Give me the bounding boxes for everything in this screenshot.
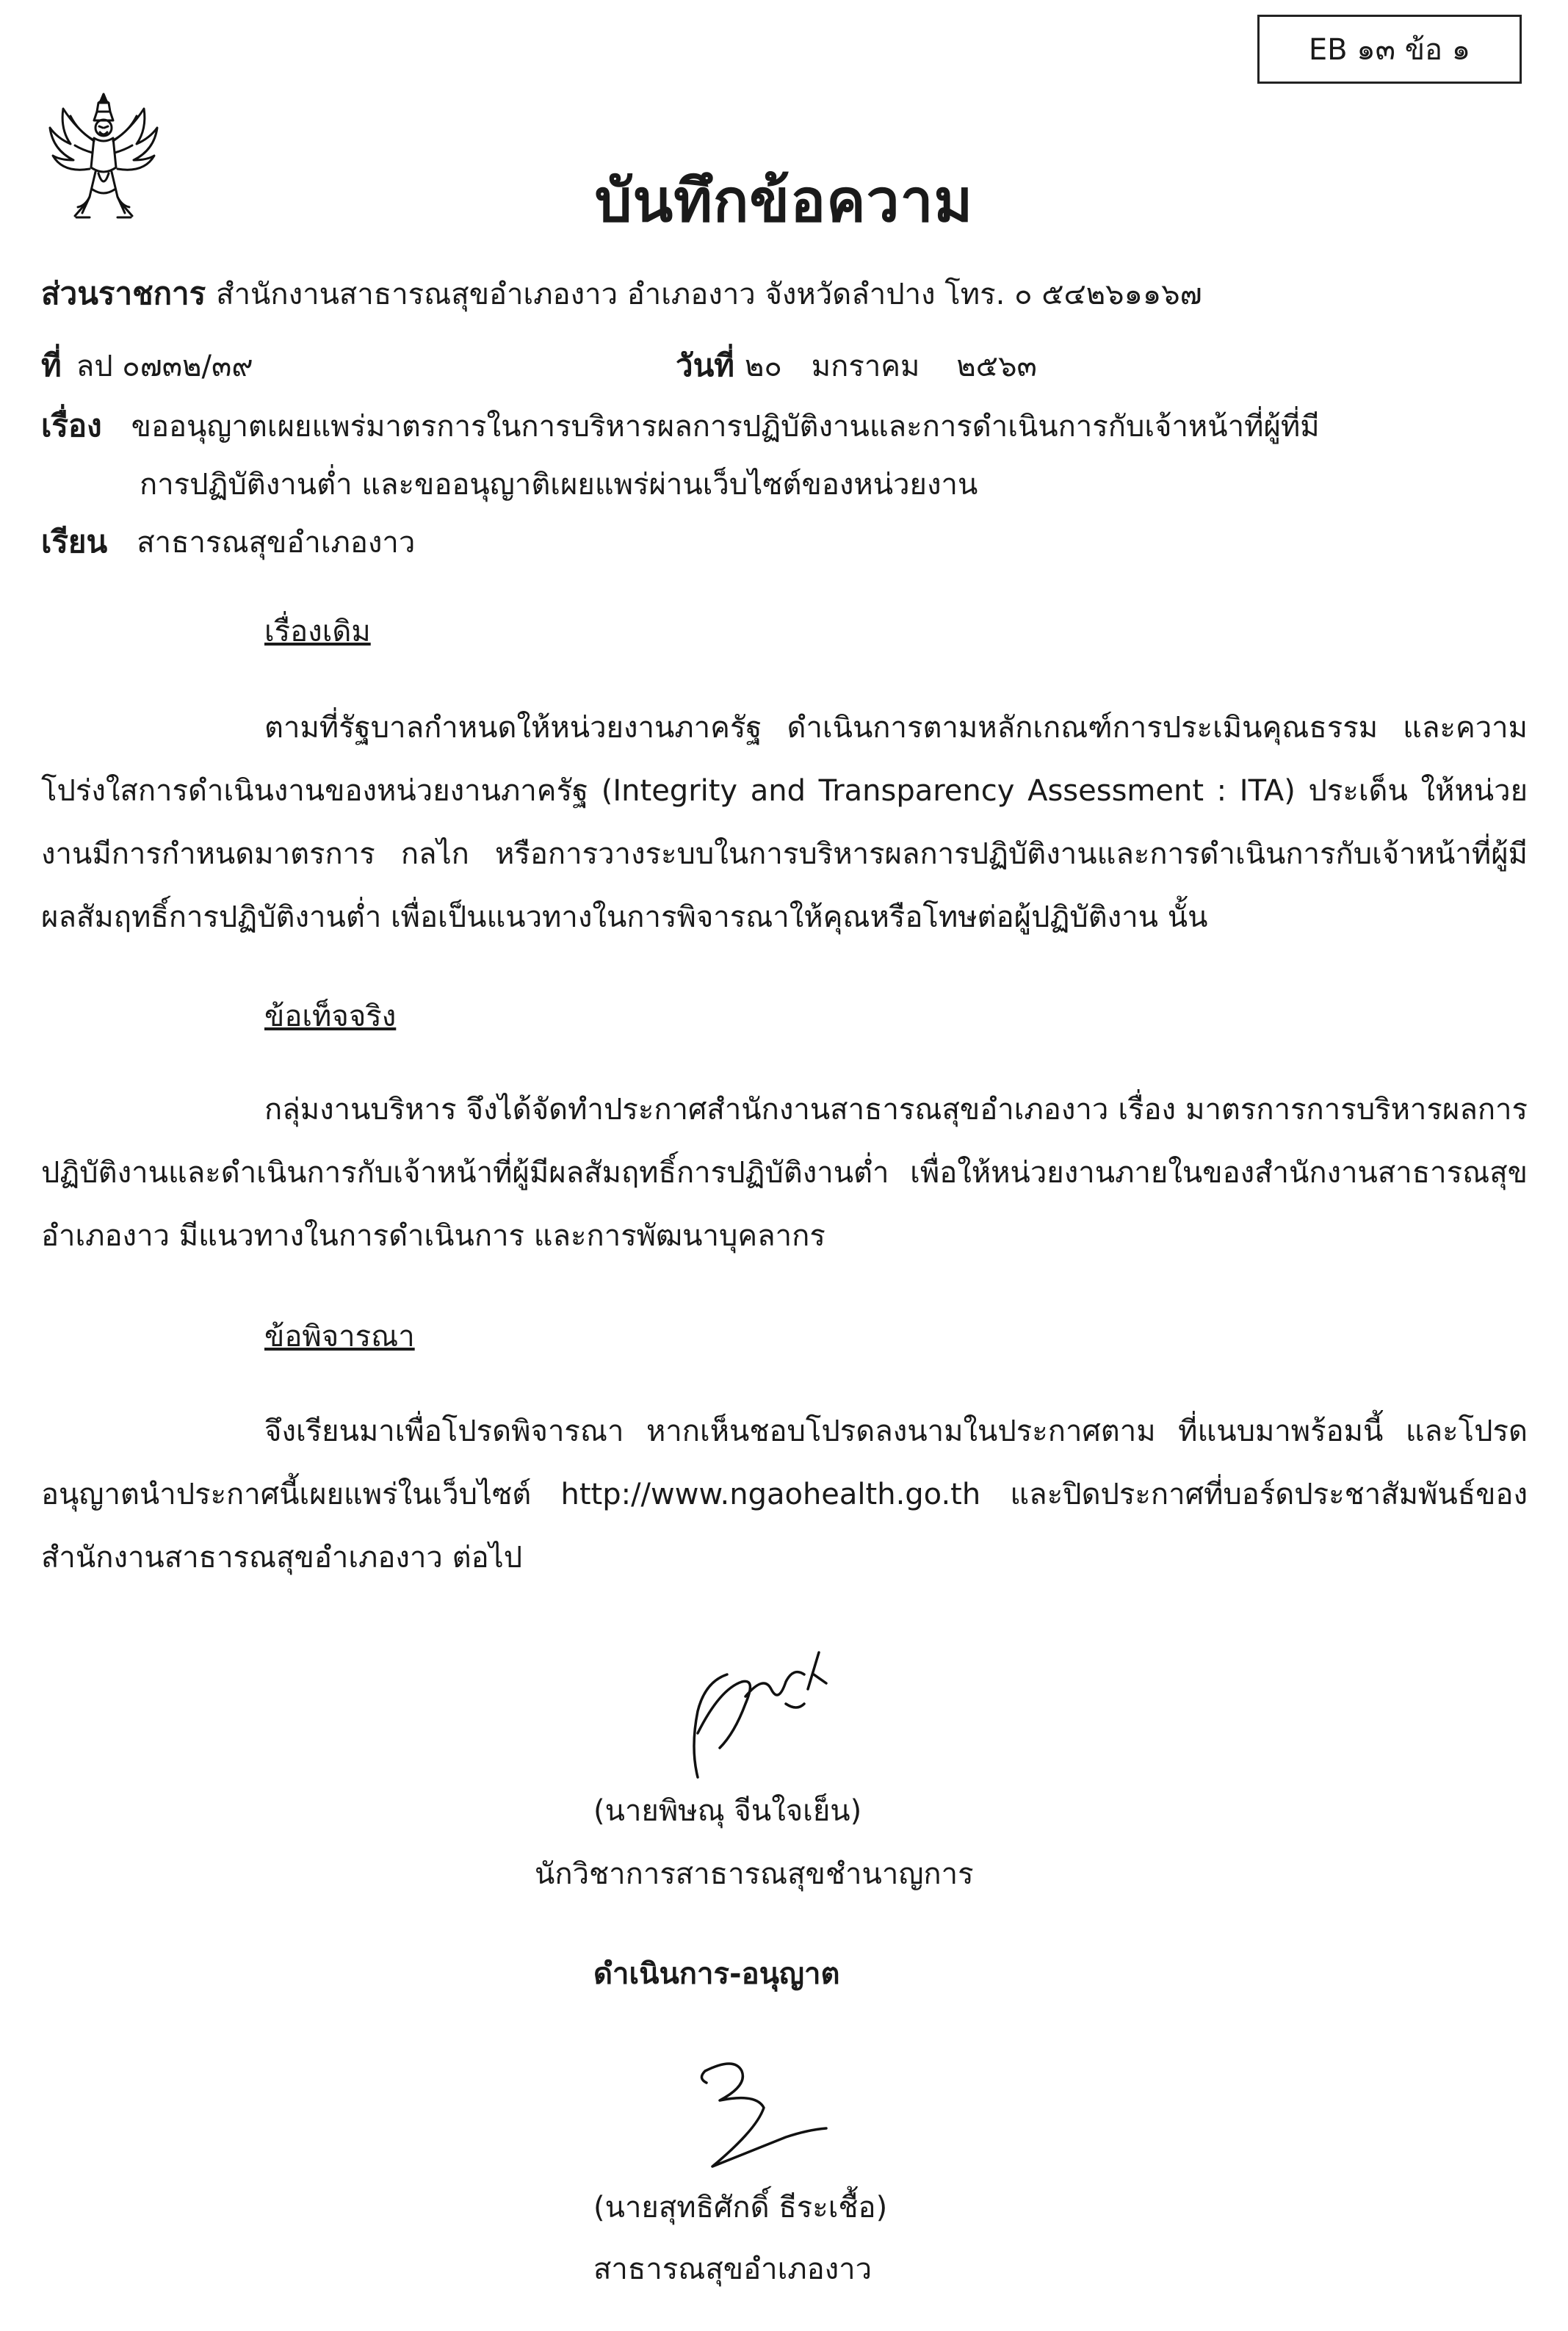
section-heading-facts: ข้อเท็จจริง	[264, 1000, 397, 1033]
subject-line-1	[41, 405, 1320, 447]
reference-code: EB ๑๓ ข้อ ๑	[1308, 33, 1471, 67]
salutation-value: สาธารณสุขอำเภองาว	[137, 526, 416, 560]
doc-number-value: ลป ๐๗๓๒/๓๙	[76, 350, 253, 383]
date-day: ๒๐	[744, 350, 782, 383]
agency-line	[41, 273, 1202, 315]
section-body-consideration: จึงเรียนมาเพื่อโปรดพิจารณา หากเห็นชอบโปรดลงนามในประกาศตาม ที่แนบมาพร้อมนี้ และโปรดอนุญาตนำประกาศนี้เผยแพร่ในเว็บไซต์ http://www.ngaohealth.go.th และปิดประกาศที่บอร์ดประชาสัมพันธ์ของสำนักงานสาธารณสุขอำเภองาว ต่อไป	[41, 1414, 1528, 1575]
subject-line-2	[140, 464, 978, 505]
section-body-facts: กลุ่มงานบริหาร จึงได้จัดทำประกาศสำนักงานสาธารณสุขอำเภองาว เรื่อง มาตรการการบริหารผลการปฏิบัติงานและดำเนินการกับเจ้าหน้าที่ผู้มีผลสัมฤทธิ์การปฏิบัติงานต่ำ เพื่อให้หน่วยงานภายในของสำนักงานสาธารณสุขอำเภองาว มีแนวทางในการดำเนินการ และการพัฒนาบุคลากร	[41, 1093, 1528, 1253]
agency-label: ส่วนราชการ	[41, 275, 206, 311]
signer-2-name: (นายสุทธิศักดิ์ ธีระเชื้อ)	[593, 2191, 888, 2225]
page-title: บันทึกข้อความ	[594, 167, 974, 235]
doc-number-label: ที่	[41, 347, 62, 383]
signer-1-name: (นายพิษณุ จีนใจเย็น)	[593, 1794, 862, 1828]
date-year: ๒๕๖๓	[956, 350, 1037, 383]
subject-text-2: การปฏิบัติงานต่ำ และขออนุญาติเผยแพร่ผ่านเว็บไซต์ของหน่วยงาน	[140, 468, 978, 502]
subject-label: เรื่อง	[41, 408, 102, 444]
signer-2-position: สาธารณสุขอำเภองาว	[593, 2252, 872, 2286]
date-label: วันที่	[676, 347, 734, 383]
signer-1-position: นักวิชาการสาธารณสุขชำนาญการ	[535, 1857, 974, 1891]
subject-text-1: ขออนุญาตเผยแพร่มาตรการในการบริหารผลการปฏิบัติงานและการดำเนินการกับเจ้าหน้าที่ผู้ที่มี	[131, 410, 1320, 444]
signature-1	[676, 1645, 852, 1792]
date-line	[676, 345, 1037, 387]
salutation-label: เรียน	[41, 524, 108, 560]
reference-box	[1257, 15, 1522, 84]
salutation-line	[41, 521, 415, 563]
section-heading-consideration: ข้อพิจารณา	[264, 1320, 415, 1354]
approval-note: ดำเนินการ-อนุญาต	[593, 1957, 840, 1991]
date-month: มกราคม	[811, 350, 920, 383]
section-heading-background: เรื่องเดิม	[264, 615, 371, 648]
doc-number-line	[41, 345, 253, 387]
agency-value: สำนักงานสาธารณสุขอำเภองาว อำเภองาว จังหวัดลำปาง โทร. ๐ ๕๔๒๖๑๑๖๗	[216, 278, 1202, 311]
section-body-background: ตามที่รัฐบาลกำหนดให้หน่วยงานภาครัฐ ดำเนินการตามหลักเกณฑ์การประเมินคุณธรรม และความโปร่งใสการดำเนินงานของหน่วยงานภาครัฐ (Integrity and Transparency Assessment : ITA) ประเด็น ให้หน่วยงานมีการกำหนดมาตรการ กลไก หรือการวางระบบในการบริหารผลการปฏิบัติงานและการดำเนินการกับเจ้าหน้าที่ผู้มีผลสัมฤทธิ์การปฏิบัติงานต่ำ เพื่อเป็นแนวทางในการพิจารณาให้คุณหรือโทษต่อผู้ปฏิบัติงาน นั้น	[41, 711, 1528, 934]
signature-2	[661, 2042, 837, 2189]
